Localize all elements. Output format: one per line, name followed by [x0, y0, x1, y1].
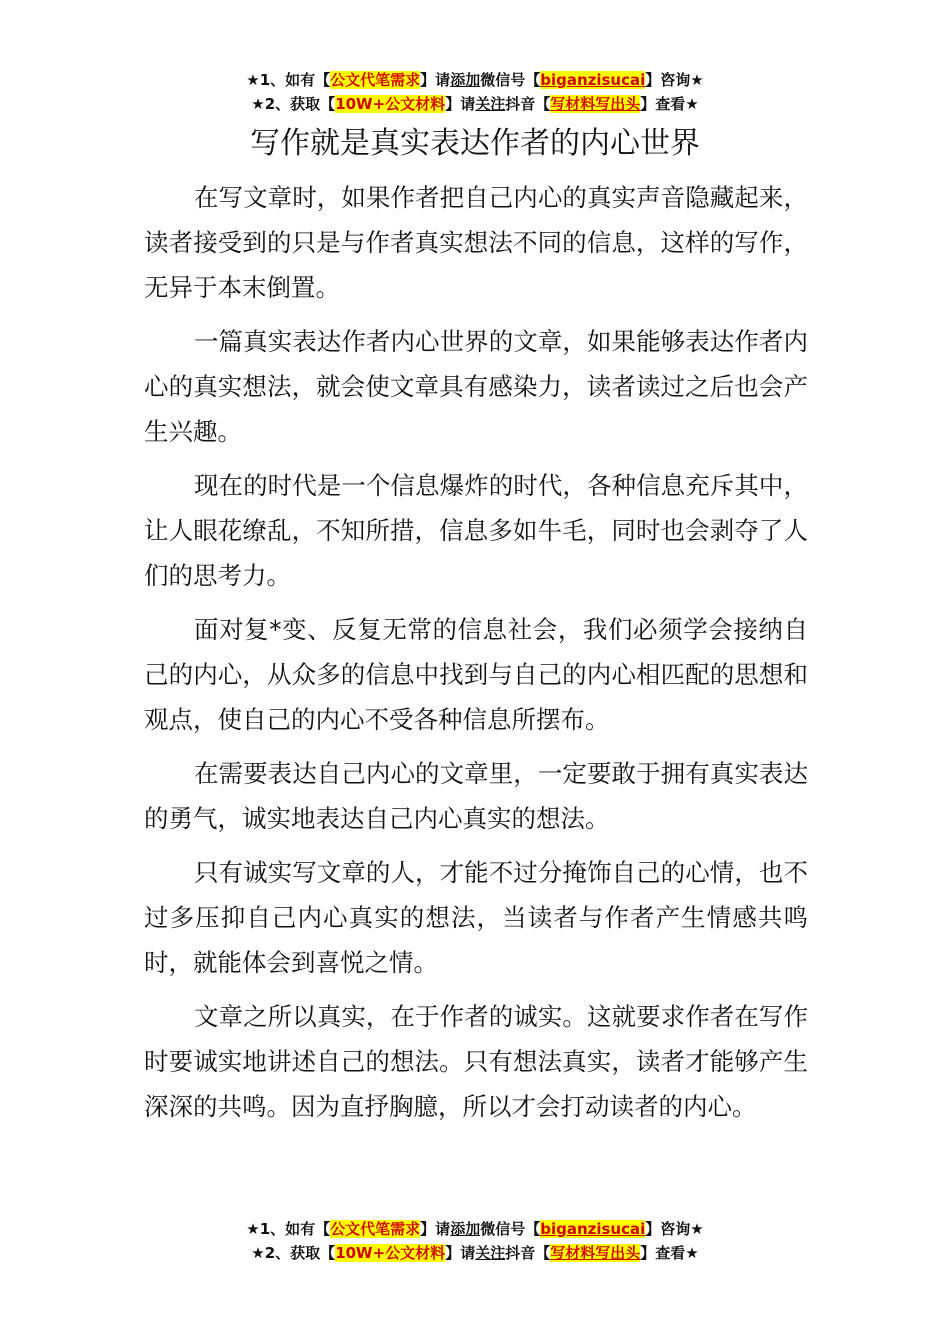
paragraph: 文章之所以真实，在于作者的诚实。这就要求作者在写作时要诚实地讲述自己的想法。只有想法真实，读者才能够产生深深的共鸣。因为直抒胸臆，所以才会打动读者的内心。 [144, 1002, 808, 1121]
highlight-service: 公文代笔需求 [330, 71, 421, 89]
paragraph: 在需要表达自己内心的文章里，一定要敢于拥有真实表达的勇气，诚实地表达自己内心真实的想法。 [144, 759, 808, 833]
header-line-2: ★2、获取【10W+公文材料】请关注抖音【写材料写出头】查看★ [251, 95, 699, 113]
paragraph: 现在的时代是一个信息爆炸的时代，各种信息充斥其中，让人眼花缭乱，不知所措，信息多如牛毛，同时也会剥夺了人们的思考力。 [144, 471, 808, 590]
douyin-account[interactable]: 写材料写出头 [550, 1244, 641, 1262]
header-banner [0, 68, 950, 116]
footer-banner [0, 1217, 950, 1265]
highlight-materials: 10W+公文材料 [335, 95, 446, 113]
paragraph: 只有诚实写文章的人，才能不过分掩饰自己的心情，也不过多压抑自己内心真实的想法，当读者与作者产生情感共鸣时，就能体会到喜悦之情。 [144, 858, 808, 977]
footer-line-1: ★1、如有【公文代笔需求】请添加微信号【biganzisucai】咨询★ [246, 1220, 704, 1238]
douyin-account[interactable]: 写材料写出头 [550, 95, 641, 113]
highlight-service: 公文代笔需求 [330, 1220, 421, 1238]
paragraph: 一篇真实表达作者内心世界的文章，如果能够表达作者内心的真实想法，就会使文章具有感染力，读者读过之后也会产生兴趣。 [144, 327, 808, 446]
wechat-id[interactable]: biganzisucai [540, 1220, 646, 1238]
document-body [144, 175, 808, 1138]
header-line-1: ★1、如有【公文代笔需求】请添加微信号【biganzisucai】咨询★ [246, 71, 704, 89]
paragraph: 在写文章时，如果作者把自己内心的真实声音隐藏起来，读者接受到的只是与作者真实想法不同的信息，这样的写作，无异于本末倒置。 [144, 183, 808, 302]
wechat-id[interactable]: biganzisucai [540, 71, 646, 89]
document-title: 写作就是真实表达作者的内心世界 [250, 126, 700, 161]
paragraph: 面对复*变、反复无常的信息社会，我们必须学会接纳自己的内心，从众多的信息中找到与自己的内心相匹配的思想和观点，使自己的内心不受各种信息所摆布。 [144, 615, 808, 734]
footer-line-2: ★2、获取【10W+公文材料】请关注抖音【写材料写出头】查看★ [251, 1244, 699, 1262]
highlight-materials: 10W+公文材料 [335, 1244, 446, 1262]
